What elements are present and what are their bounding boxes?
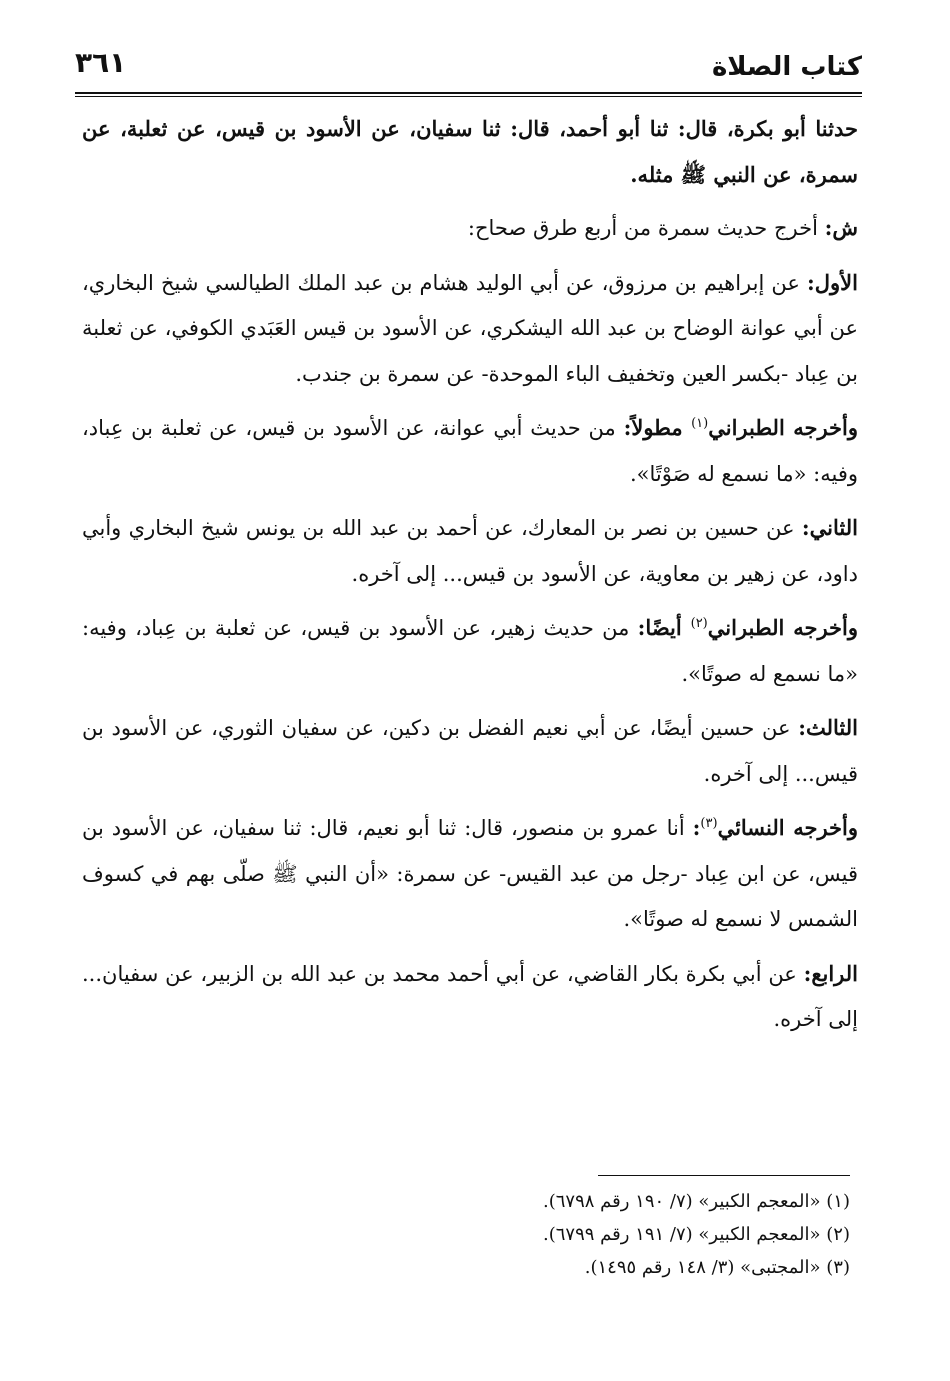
paragraph-text: عن حسين بن نصر بن المعارك، عن أحمد بن عبد الله بن يونس شيخ البخاري وأبي داود، عن زهير بن معاوية، عن الأسود بن قيس... إلى آخره. xyxy=(82,516,858,586)
paragraph-lead: ش: xyxy=(824,215,858,240)
paragraph-lead-suffix: مطولاً: xyxy=(623,415,692,440)
footnote-divider xyxy=(598,1175,850,1176)
paragraph-sharh xyxy=(82,205,858,252)
paragraph-text: من حديث زهير، عن الأسود بن قيس، عن ثعلبة بن عِباد، وفيه: «ما نسمع له صوتًا». xyxy=(82,616,858,686)
paragraph-text: عن إبراهيم بن مرزوق، عن أبي الوليد هشام بن عبد الملك الطيالسي شيخ البخاري، عن أبي عوانة الوضاح بن عبد الله اليشكري، عن الأسود بن قيس العَبَدي الكوفي، عن ثعلبة بن عِباد -بكسر العين وتخفيف الباء الموحدة- عن سمرة بن جندب. xyxy=(82,270,858,386)
paragraph-text: أخرج حديث سمرة من أربع طرق صحاح: xyxy=(467,216,825,240)
paragraph-lead: الأول: xyxy=(807,269,858,295)
paragraph-text: أنا عمرو بن منصور، قال: ثنا أبو نعيم، قال: ثنا سفيان، عن الأسود بن قيس، عن ابن عِباد -رجل من عبد القيس- عن سمرة: «أن النبي ﷺ صلّى بهم في كسوف الشمس لا نسمع له صوتًا». xyxy=(82,816,858,931)
header-rule xyxy=(75,92,862,97)
paragraph-first-route xyxy=(82,260,858,398)
paragraph-third-route xyxy=(82,705,858,797)
paragraph-hadith xyxy=(82,106,858,197)
paragraph-lead-suffix: : xyxy=(692,815,701,840)
paragraph-lead: وأخرجه الطبراني xyxy=(708,415,858,440)
paragraph-text: عن حسين أيضًا، عن أبي نعيم الفضل بن دكين، عن سفيان الثوري، عن الأسود بن قيس... إلى آخره. xyxy=(82,716,858,786)
footnote-3: (٣) «المجتبى» (٣/ ١٤٨ رقم ١٤٩٥). xyxy=(584,1257,850,1278)
footnote-marker[interactable]: (٢) xyxy=(690,616,708,631)
paragraph-fourth-route xyxy=(82,951,858,1043)
hadith-text: حدثنا أبو بكرة، قال: ثنا أبو أحمد، قال: ثنا سفيان، عن الأسود بن قيس، عن ثعلبة، عن سمرة، عن النبي ﷺ مثله. xyxy=(82,116,858,187)
paragraph-second-route xyxy=(82,505,858,597)
paragraph-tabarani-1 xyxy=(82,405,858,497)
paragraph-text: من حديث أبي عوانة، عن الأسود بن قيس، عن ثعلبة بن عِباد، وفيه: «ما نسمع له صَوْتًا». xyxy=(82,416,858,486)
page-header xyxy=(75,38,862,88)
page-number: ٣٦١ xyxy=(75,46,127,79)
paragraph-lead: الثاني: xyxy=(801,515,858,540)
paragraph-tabarani-2 xyxy=(82,605,858,697)
footnote-marker[interactable]: (١) xyxy=(691,416,709,431)
footnote-2: (٢) «المعجم الكبير» (٧/ ١٩١ رقم ٦٧٩٩). xyxy=(543,1224,850,1245)
paragraph-lead: الثالث: xyxy=(798,715,858,740)
book-title: كتاب الصلاة xyxy=(711,52,862,82)
paragraph-lead: الرابع: xyxy=(803,960,858,986)
paragraph-text: عن أبي بكرة بكار القاضي، عن أبي أحمد محمد بن عبد الله بن الزبير، عن سفيان... إلى آخره. xyxy=(82,961,858,1031)
footnote-1: (١) «المعجم الكبير» (٧/ ١٩٠ رقم ٦٧٩٨). xyxy=(543,1191,850,1212)
main-text xyxy=(82,106,858,1051)
footnote-marker[interactable]: (٣) xyxy=(700,816,718,831)
paragraph-nasai xyxy=(82,805,858,943)
paragraph-lead-suffix: أيضًا: xyxy=(637,615,691,640)
footnotes xyxy=(150,1185,850,1284)
paragraph-lead: وأخرجه الطبراني xyxy=(707,615,858,640)
paragraph-lead: وأخرجه النسائي xyxy=(717,815,858,840)
